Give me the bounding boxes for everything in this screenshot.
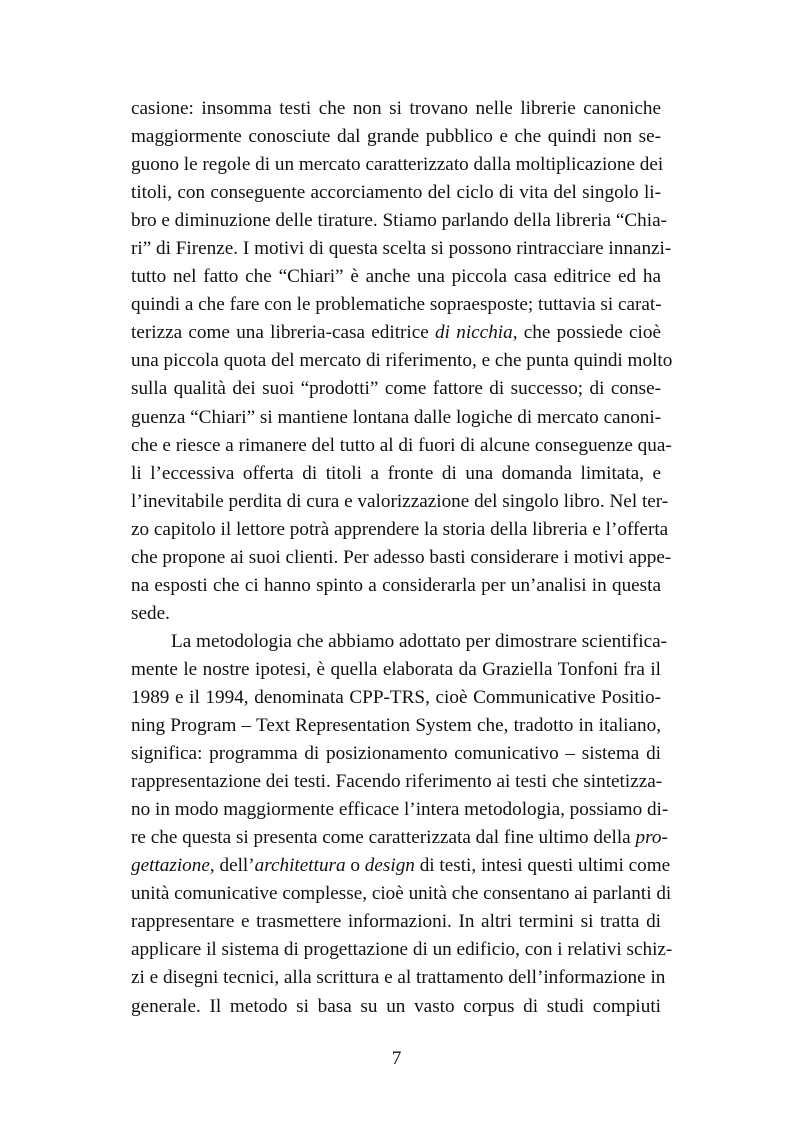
- text-line: [131, 852, 671, 880]
- text-line: 1989 e il 1994, denominata CPP-TRS, cioè Communicative Positio-: [131, 686, 661, 708]
- text-line: La metodologia che abbiamo adottato per dimostrare scientifica-: [171, 630, 668, 652]
- text-line: na esposti che ci hanno spinto a considerarla per un’analisi in questa: [131, 574, 661, 596]
- text-line: guenza “Chiari” si mantiene lontana dalle logiche di mercato canoni-: [131, 406, 662, 428]
- text-segment: , dell’: [209, 855, 255, 877]
- text-line: generale. Il metodo si basa su un vasto corpus di studi compiuti: [131, 995, 661, 1017]
- text-line: bro e diminuzione delle tirature. Stiamo parlando della libreria “Chia-: [131, 210, 667, 232]
- italic-term: design: [364, 855, 415, 877]
- text-line: titoli, con conseguente accorciamento del ciclo di vita del singolo li-: [131, 182, 661, 204]
- text-line: zo capitolo il lettore potrà apprendere la storia della libreria e l’offerta: [131, 518, 669, 540]
- text-line: unità comunicative complesse, cioè unità che consentano ai parlanti di: [131, 883, 672, 905]
- text-line: rappresentare e trasmettere informazioni. In altri termini si tratta di: [131, 911, 661, 933]
- text-line: guono le regole di un mercato caratterizzato dalla moltiplicazione dei: [131, 154, 664, 176]
- text-line: ning Program – Text Representation System che, tradotto in italiano,: [131, 715, 661, 737]
- text-segment: di testi, intesi questi ultimi come: [414, 855, 671, 877]
- paragraph-2: [131, 628, 673, 1021]
- text-line: rappresentazione dei testi. Facendo riferimento ai testi che sintetizza-: [131, 771, 663, 793]
- text-line: l’inevitabile perdita di cura e valorizzazione del singolo libro. Nel ter-: [131, 490, 669, 512]
- text-line: [131, 319, 661, 347]
- text-segment: re che questa si presenta come caratterizzata dal fine ultimo della: [131, 827, 636, 849]
- body-text: [131, 95, 673, 1021]
- text-line: ri” di Firenze. I motivi di questa scelta si possono rintracciare innanzi-: [131, 238, 672, 260]
- text-segment: terizza come una libreria-casa editrice: [131, 322, 436, 344]
- text-segment: , che possiede cioè: [512, 322, 661, 344]
- italic-term: pro-: [635, 827, 668, 849]
- text-line: no in modo maggiormente efficace l’intera metodologia, possiamo di-: [131, 799, 669, 821]
- text-line: tutto nel fatto che “Chiari” è anche una piccola casa editrice ed ha: [131, 266, 661, 288]
- italic-term: gettazione: [131, 855, 210, 877]
- paragraph-1: [131, 95, 673, 628]
- text-line: che e riesce a rimanere del tutto al di fuori di alcune conseguenze qua-: [131, 434, 672, 456]
- text-line: casione: insomma testi che non si trovano nelle librerie canoniche: [131, 98, 661, 119]
- text-line: maggiormente conosciute dal grande pubblico e che quindi non se-: [131, 126, 661, 148]
- text-line: una piccola quota del mercato di riferimento, e che punta quindi molto: [131, 350, 673, 372]
- page-number: 7: [391, 1048, 402, 1069]
- text-line: mente le nostre ipotesi, è quella elaborata da Graziella Tonfoni fra il: [131, 658, 661, 680]
- text-line: applicare il sistema di progettazione di un edificio, con i relativi schiz-: [131, 939, 673, 961]
- text-line: zi e disegni tecnici, alla scrittura e al trattamento dell’informazione in: [131, 967, 666, 989]
- text-line: sede.: [131, 602, 170, 624]
- text-line: sulla qualità dei suoi “prodotti” come fattore di successo; di conse-: [131, 378, 661, 400]
- text-line: [131, 824, 668, 852]
- text-line: quindi a che fare con le problematiche sopraesposte; tuttavia si carat-: [131, 294, 662, 316]
- text-line: che propone ai suoi clienti. Per adesso basti considerare i motivi appe-: [131, 546, 672, 568]
- text-line: significa: programma di posizionamento comunicativo – sistema di: [131, 743, 661, 765]
- italic-term: architettura: [254, 855, 346, 877]
- text-line: li l’eccessiva offerta di titoli a fronte di una domanda limitata, e: [131, 462, 661, 484]
- italic-term: di nicchia: [435, 322, 513, 344]
- text-segment: o: [345, 855, 365, 877]
